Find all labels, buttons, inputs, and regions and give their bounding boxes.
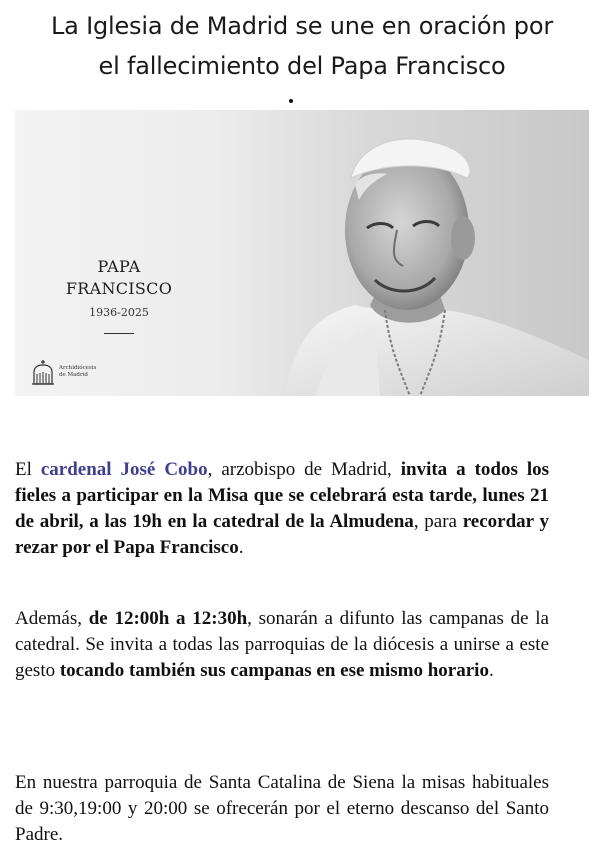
p1-text-1: El	[15, 459, 41, 480]
banner-divider	[104, 333, 134, 334]
banner-caption	[49, 256, 189, 334]
banner-name-line-2: FRANCISCO	[65, 279, 173, 298]
p2-bold-1: de 12:00h a 12:30h	[88, 608, 248, 629]
archdiocese-label	[59, 365, 109, 379]
p1-text-3: , para	[413, 511, 463, 532]
bullet-dot	[289, 99, 293, 103]
p1-bold-1: invita a todos los fieles a participar en la Misa que se celebrará esta tarde, lunes 21 de abril, a las 19h en la catedral de la Almudena	[15, 459, 550, 532]
cathedral-icon	[31, 359, 55, 385]
memorial-banner	[15, 110, 589, 396]
p1-text-2: , arzobispo de Madrid,	[207, 459, 401, 480]
title-line-2: el fallecimiento del Papa Francisco	[98, 52, 506, 80]
archdiocese-label-line-1: Archidiócesis	[59, 365, 97, 371]
p2-text-2: , sonarán a difunto las campanas de la catedral. Se invita a todas las parroquias de la diócesis a unirse a este gesto	[15, 608, 549, 681]
banner-name-line-1: PAPA	[97, 257, 141, 276]
pope-portrait-image	[15, 110, 589, 396]
archdiocese-label-line-2: de Madrid	[59, 372, 88, 378]
title-line-1: La Iglesia de Madrid se une en oración por	[51, 12, 553, 40]
p1-bold-2: recordar y rezar por el Papa Francisco	[15, 511, 549, 558]
p2-text-1: Además,	[15, 608, 89, 629]
page-title	[0, 6, 604, 86]
banner-years: 1936-2025	[89, 306, 149, 319]
archdiocese-logo	[31, 358, 109, 386]
p2-text-3: .	[488, 660, 494, 681]
cardinal-name: cardenal José Cobo	[40, 459, 208, 480]
p2-bold-2: tocando también sus campanas en ese mismo horario	[59, 660, 489, 681]
p1-text-4: .	[238, 537, 244, 558]
paragraph-mass-invitation	[15, 457, 549, 561]
paragraph-parish: En nuestra parroquia de Santa Catalina de Siena la misas habituales de 9:30,19:00 y 20:00 se ofrecerán por el eterno descanso del Santo Padre.	[15, 772, 549, 845]
paragraph-bells	[15, 606, 549, 684]
